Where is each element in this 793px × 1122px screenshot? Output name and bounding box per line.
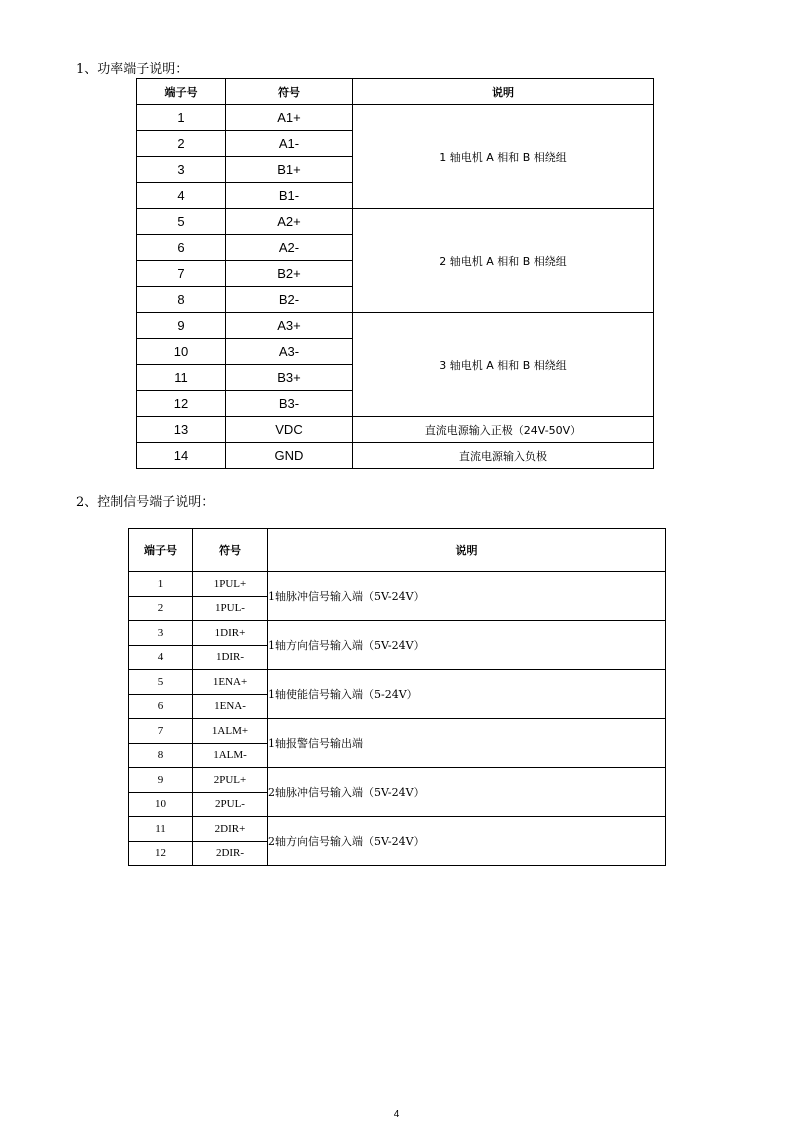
- terminal-no: 4: [137, 183, 226, 209]
- power-section-heading: 1、功率端子说明：: [76, 62, 189, 77]
- terminal-symbol: 1DIR-: [193, 645, 268, 670]
- terminal-no: 14: [137, 443, 226, 469]
- terminal-symbol: 2DIR+: [193, 817, 268, 842]
- terminal-symbol: VDC: [226, 417, 353, 443]
- terminal-no: 3: [129, 621, 193, 646]
- terminal-no: 4: [129, 645, 193, 670]
- terminal-description: 1 轴电机 A 相和 B 相绕组: [353, 105, 654, 209]
- table-header-row: [137, 79, 654, 105]
- table-row: [129, 621, 666, 646]
- terminal-no: 7: [129, 719, 193, 744]
- table-row: [129, 817, 666, 842]
- terminal-no: 5: [129, 670, 193, 695]
- terminal-no: 6: [129, 694, 193, 719]
- terminal-no: 3: [137, 157, 226, 183]
- terminal-symbol: 1DIR+: [193, 621, 268, 646]
- terminal-symbol: B1+: [226, 157, 353, 183]
- terminal-no: 8: [129, 743, 193, 768]
- terminal-symbol: A2+: [226, 209, 353, 235]
- terminal-symbol: 1ENA-: [193, 694, 268, 719]
- terminal-description: 1轴使能信号输入端（5-24V）: [268, 670, 666, 719]
- terminal-no: 9: [137, 313, 226, 339]
- terminal-no: 11: [129, 817, 193, 842]
- header-description: 说明: [353, 79, 654, 105]
- terminal-no: 5: [137, 209, 226, 235]
- terminal-symbol: GND: [226, 443, 353, 469]
- control-terminal-table: [128, 528, 666, 866]
- terminal-description: 直流电源输入负极: [353, 443, 654, 469]
- terminal-symbol: 1PUL+: [193, 572, 268, 597]
- terminal-no: 13: [137, 417, 226, 443]
- terminal-no: 2: [129, 596, 193, 621]
- terminal-symbol: 1ALM+: [193, 719, 268, 744]
- terminal-symbol: B2+: [226, 261, 353, 287]
- terminal-description: 2 轴电机 A 相和 B 相绕组: [353, 209, 654, 313]
- terminal-description: 直流电源输入正极（24V-50V）: [353, 417, 654, 443]
- terminal-symbol: A1+: [226, 105, 353, 131]
- terminal-symbol: B1-: [226, 183, 353, 209]
- terminal-no: 1: [137, 105, 226, 131]
- terminal-description: 3 轴电机 A 相和 B 相绕组: [353, 313, 654, 417]
- terminal-symbol: A3-: [226, 339, 353, 365]
- control-section-heading: 2、控制信号端子说明：: [76, 495, 215, 510]
- terminal-symbol: A2-: [226, 235, 353, 261]
- table-row: [137, 313, 654, 339]
- table-row: [137, 105, 654, 131]
- terminal-description: 1轴方向信号输入端（5V-24V）: [268, 621, 666, 670]
- terminal-no: 6: [137, 235, 226, 261]
- terminal-symbol: 1ALM-: [193, 743, 268, 768]
- table-header-row: [129, 529, 666, 572]
- table-row: [129, 719, 666, 744]
- table-row: [129, 572, 666, 597]
- terminal-no: 1: [129, 572, 193, 597]
- terminal-no: 7: [137, 261, 226, 287]
- page-number: 4: [393, 1109, 400, 1120]
- header-terminal-no: 端子号: [137, 79, 226, 105]
- terminal-symbol: A3+: [226, 313, 353, 339]
- terminal-symbol: B3+: [226, 365, 353, 391]
- terminal-description: 2轴脉冲信号输入端（5V-24V）: [268, 768, 666, 817]
- terminal-no: 9: [129, 768, 193, 793]
- header-terminal-no: 端子号: [129, 529, 193, 572]
- terminal-no: 8: [137, 287, 226, 313]
- header-description: 说明: [268, 529, 666, 572]
- table-row: [129, 670, 666, 695]
- table-row: [137, 417, 654, 443]
- terminal-symbol: 2DIR-: [193, 841, 268, 866]
- header-symbol: 符号: [193, 529, 268, 572]
- terminal-description: 2轴方向信号输入端（5V-24V）: [268, 817, 666, 866]
- terminal-no: 11: [137, 365, 226, 391]
- terminal-no: 10: [129, 792, 193, 817]
- power-terminal-table: [136, 78, 654, 469]
- terminal-no: 12: [129, 841, 193, 866]
- table-row: [137, 443, 654, 469]
- terminal-symbol: 2PUL+: [193, 768, 268, 793]
- terminal-no: 12: [137, 391, 226, 417]
- header-symbol: 符号: [226, 79, 353, 105]
- terminal-symbol: B2-: [226, 287, 353, 313]
- terminal-symbol: 1PUL-: [193, 596, 268, 621]
- terminal-symbol: 1ENA+: [193, 670, 268, 695]
- table-row: [129, 768, 666, 793]
- terminal-no: 2: [137, 131, 226, 157]
- table-row: [137, 209, 654, 235]
- terminal-description: 1轴报警信号输出端: [268, 719, 666, 768]
- terminal-symbol: 2PUL-: [193, 792, 268, 817]
- terminal-symbol: A1-: [226, 131, 353, 157]
- terminal-symbol: B3-: [226, 391, 353, 417]
- terminal-no: 10: [137, 339, 226, 365]
- terminal-description: 1轴脉冲信号输入端（5V-24V）: [268, 572, 666, 621]
